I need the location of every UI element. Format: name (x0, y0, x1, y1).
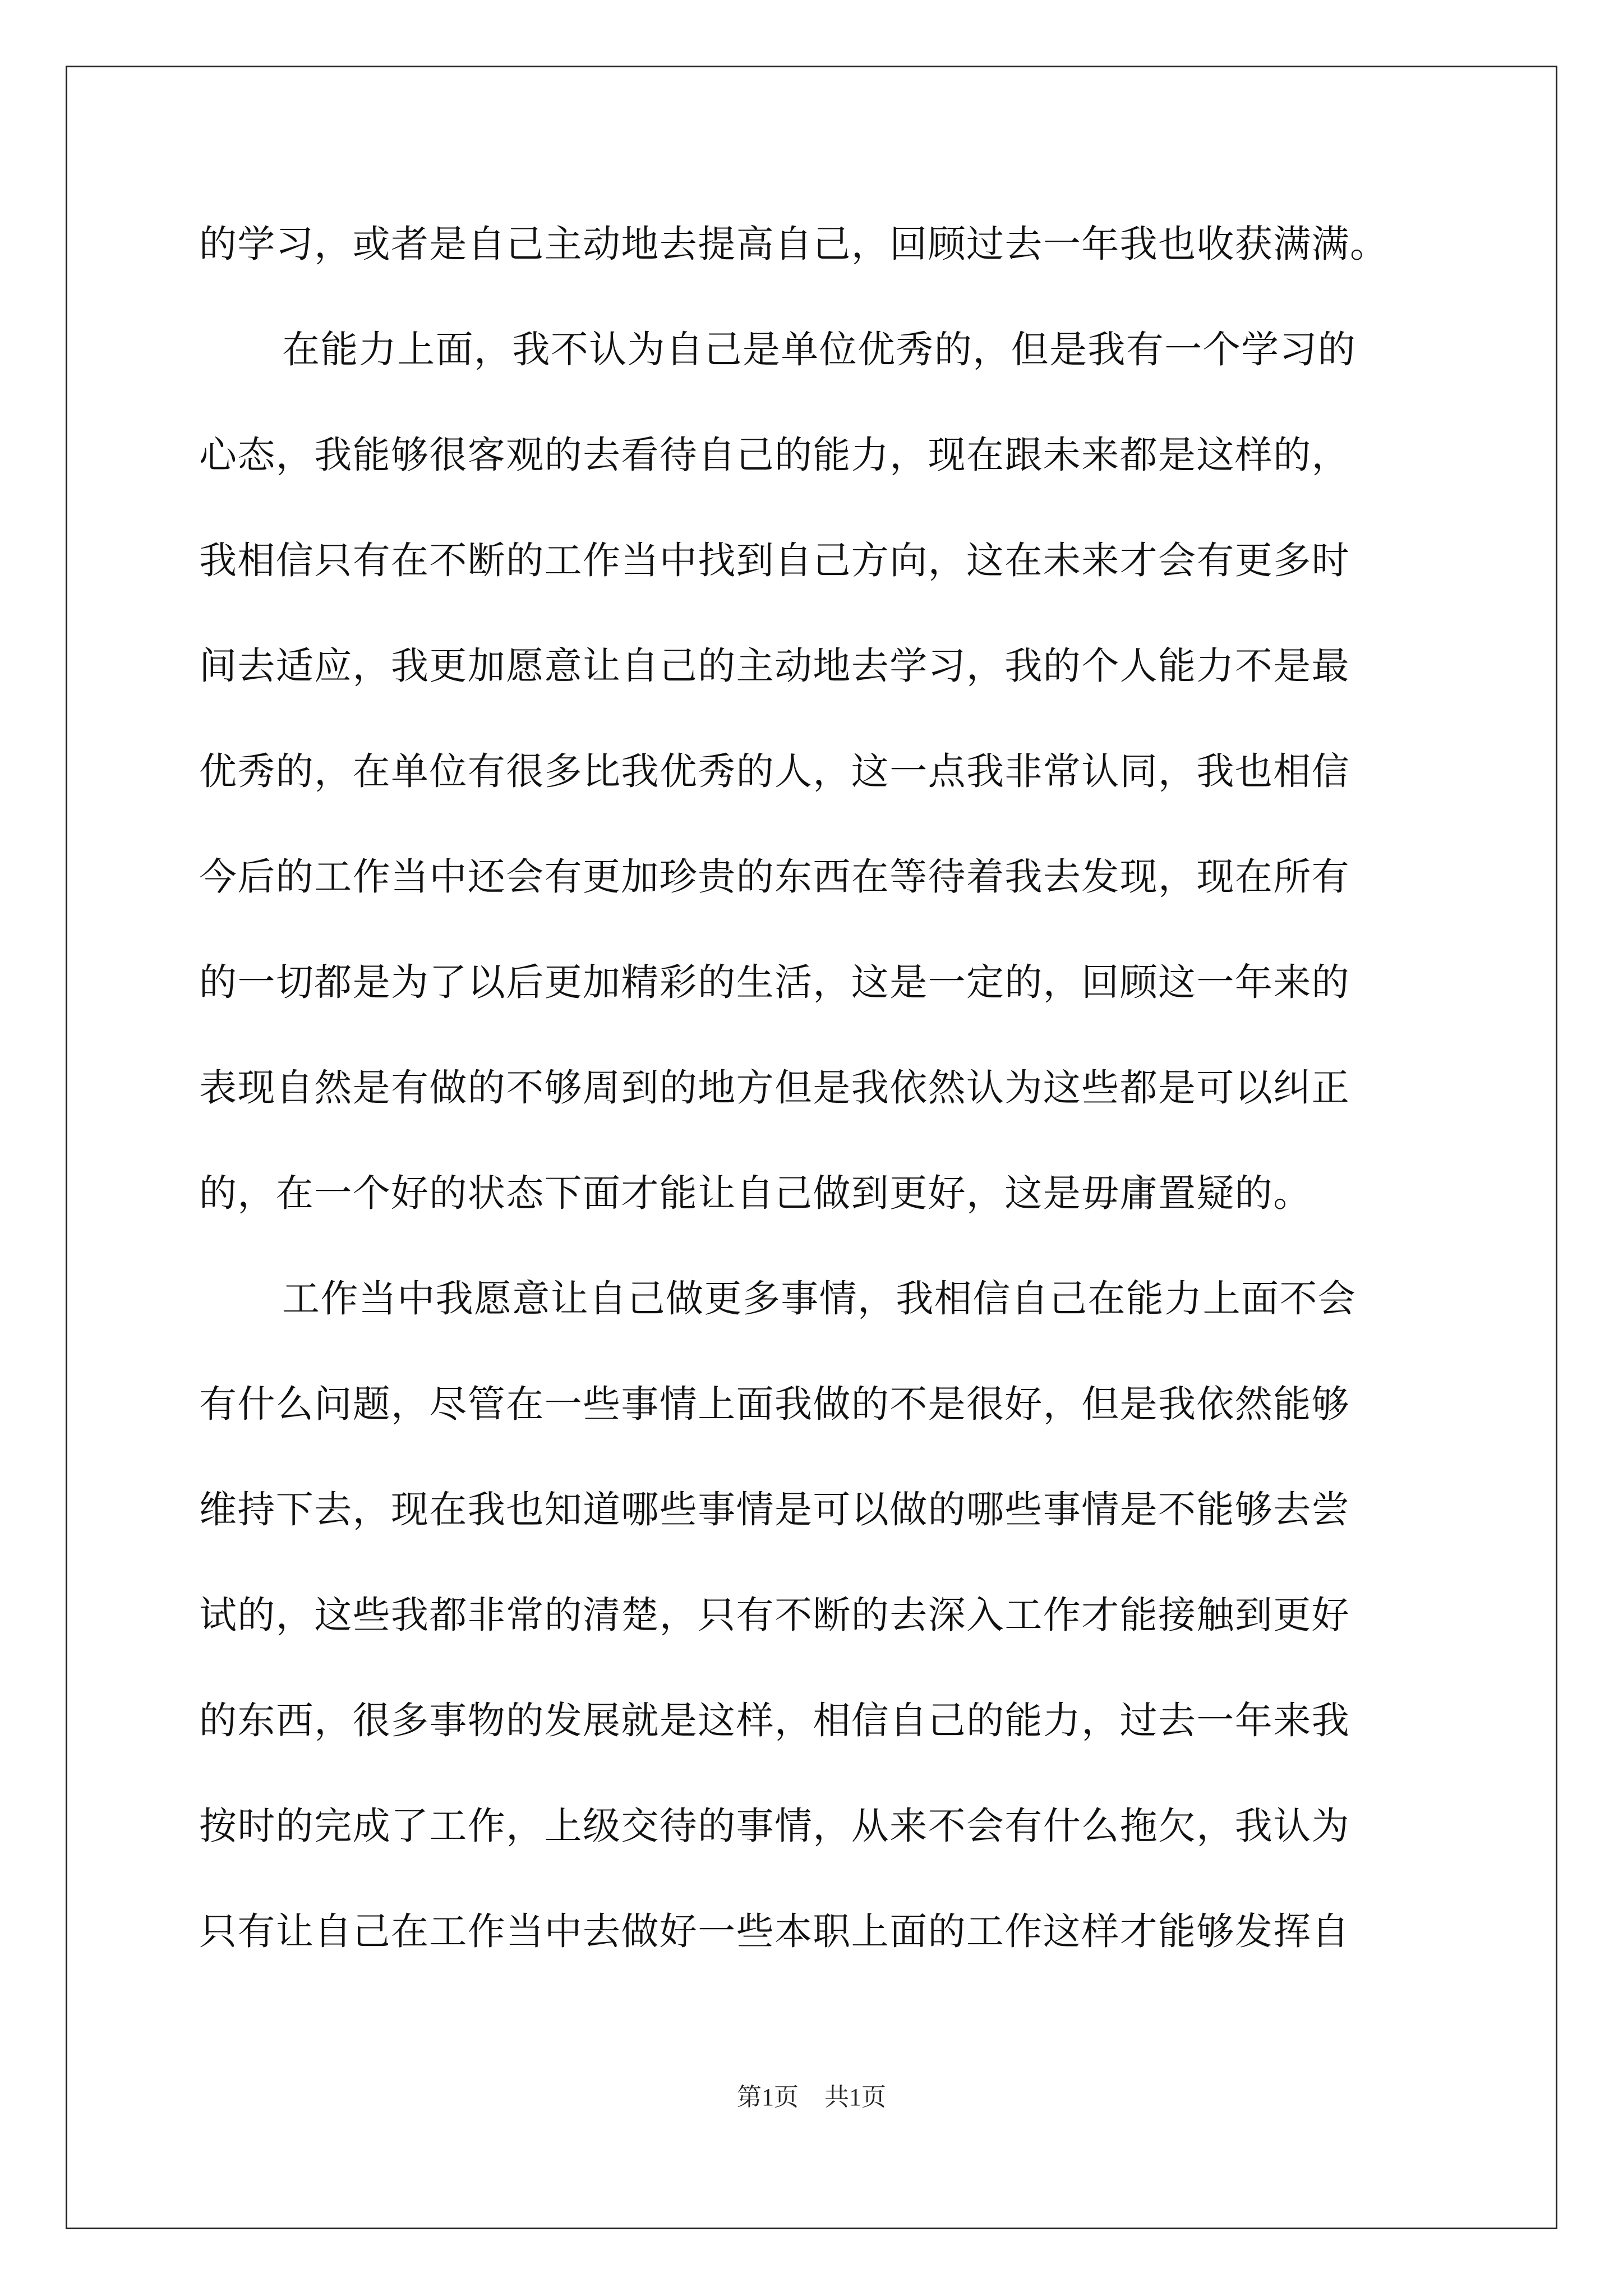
text-line: 间去适应，我更加愿意让自己的主动地去学习，我的个人能力不是最 (199, 644, 1350, 688)
text-line: 今后的工作当中还会有更加珍贵的东西在等待着我去发现，现在所有 (199, 855, 1350, 899)
text-line: 按时的完成了工作，上级交待的事情，从来不会有什么拖欠，我认为 (199, 1804, 1350, 1848)
text-line: 优秀的，在单位有很多比我优秀的人，这一点我非常认同，我也相信 (199, 749, 1350, 793)
page-number-current: 第1页 (737, 2083, 799, 2111)
document-body (199, 202, 1433, 1995)
text-line: 的东西，很多事物的发展就是这样，相信自己的能力，过去一年来我 (199, 1699, 1350, 1742)
text-line: 的，在一个好的状态下面才能让自己做到更好，这是毋庸置疑的。 (199, 1171, 1312, 1215)
text-line: 心态，我能够很客观的去看待自己的能力，现在跟未来都是这样的， (199, 433, 1350, 477)
text-line: 工作当中我愿意让自己做更多事情，我相信自己在能力上面不会 (282, 1277, 1357, 1320)
text-line: 的学习，或者是自己主动地去提高自己，回顾过去一年我也收获满满。 (199, 222, 1389, 266)
text-line: 维持下去，现在我也知道哪些事情是可以做的哪些事情是不能够去尝 (199, 1488, 1350, 1531)
text-line: 只有让自己在工作当中去做好一些本职上面的工作这样才能够发挥自 (199, 1910, 1350, 1953)
text-line: 表现自然是有做的不够周到的地方但是我依然认为这些都是可以纠正 (199, 1066, 1350, 1110)
text-line: 我相信只有在不断的工作当中找到自己方向，这在未来才会有更多时 (199, 539, 1350, 582)
text-line: 的一切都是为了以后更加精彩的生活，这是一定的，回顾这一年来的 (199, 960, 1350, 1004)
page-number-total: 共1页 (824, 2083, 886, 2111)
text-line: 有什么问题，尽管在一些事情上面我做的不是很好，但是我依然能够 (199, 1382, 1350, 1426)
text-line: 在能力上面，我不认为自己是单位优秀的，但是我有一个学习的 (282, 328, 1357, 371)
text-line: 试的，这些我都非常的清楚，只有不断的去深入工作才能接触到更好 (199, 1593, 1350, 1637)
page-footer (0, 2077, 1623, 2113)
